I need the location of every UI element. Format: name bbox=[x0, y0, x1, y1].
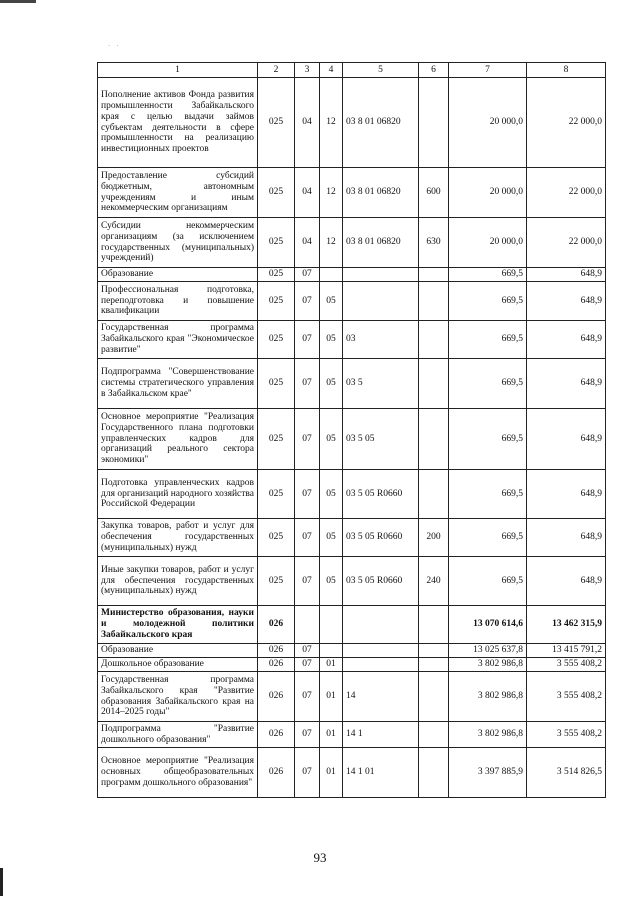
col-header: 6 bbox=[419, 63, 449, 78]
target-article-code bbox=[343, 658, 419, 672]
ministry-code: 025 bbox=[258, 557, 295, 606]
amount-year-2: 648,9 bbox=[527, 282, 606, 321]
row-name: Подпрограмма "Совершенствование системы стратегического управления в Забайкальском крае" bbox=[98, 359, 258, 409]
subsection-code: 12 bbox=[320, 168, 343, 218]
amount-year-2: 22 000,0 bbox=[527, 168, 606, 218]
table-row bbox=[98, 658, 606, 672]
amount-year-1: 20 000,0 bbox=[449, 168, 527, 218]
amount-year-2: 3 555 408,2 bbox=[527, 672, 606, 722]
amount-year-2: 648,9 bbox=[527, 557, 606, 606]
expense-type-code bbox=[419, 644, 449, 658]
amount-year-1: 669,5 bbox=[449, 321, 527, 359]
expense-type-code bbox=[419, 321, 449, 359]
section-code: 07 bbox=[295, 658, 320, 672]
section-code: 07 bbox=[295, 282, 320, 321]
ministry-code: 025 bbox=[258, 359, 295, 409]
subsection-code: 12 bbox=[320, 218, 343, 268]
expense-type-code bbox=[419, 282, 449, 321]
row-name: Предоставление субсидий бюджетным, автономным учреждениям и иным некоммерческим организациям bbox=[98, 168, 258, 218]
table-row bbox=[98, 409, 606, 470]
table-row bbox=[98, 748, 606, 798]
section-code: 07 bbox=[295, 268, 320, 282]
subsection-code: 05 bbox=[320, 557, 343, 606]
section-code: 07 bbox=[295, 672, 320, 722]
ministry-code: 025 bbox=[258, 282, 295, 321]
expense-type-code bbox=[419, 268, 449, 282]
amount-year-1: 669,5 bbox=[449, 359, 527, 409]
target-article-code: 14 1 bbox=[343, 722, 419, 748]
ministry-code: 025 bbox=[258, 168, 295, 218]
ministry-code: 026 bbox=[258, 644, 295, 658]
amount-year-2: 648,9 bbox=[527, 519, 606, 557]
table-row bbox=[98, 359, 606, 409]
scan-edge-mark bbox=[0, 0, 36, 3]
subsection-code bbox=[320, 606, 343, 644]
scan-edge-mark-left bbox=[0, 868, 3, 896]
expense-type-code: 600 bbox=[419, 168, 449, 218]
amount-year-1: 20 000,0 bbox=[449, 218, 527, 268]
expense-type-code bbox=[419, 470, 449, 519]
row-name: Иные закупки товаров, работ и услуг для обеспечения государственных (муниципальных) нужд bbox=[98, 557, 258, 606]
subsection-code bbox=[320, 644, 343, 658]
subsection-code: 01 bbox=[320, 722, 343, 748]
subsection-code: 01 bbox=[320, 658, 343, 672]
table-row bbox=[98, 168, 606, 218]
ministry-code: 026 bbox=[258, 672, 295, 722]
col-header: 7 bbox=[449, 63, 527, 78]
col-header: 5 bbox=[343, 63, 419, 78]
subsection-code: 05 bbox=[320, 409, 343, 470]
expense-type-code bbox=[419, 409, 449, 470]
row-name: Государственная программа Забайкальского края "Развитие образования Забайкальского края на 2014–2025 годы" bbox=[98, 672, 258, 722]
amount-year-2: 22 000,0 bbox=[527, 218, 606, 268]
amount-year-1: 3 397 885,9 bbox=[449, 748, 527, 798]
section-code: 07 bbox=[295, 557, 320, 606]
target-article-code: 03 8 01 06820 bbox=[343, 168, 419, 218]
row-name: Субсидии некоммерческим организациям (за исключением государственных (муниципальных) учреждений) bbox=[98, 218, 258, 268]
target-article-code: 03 5 bbox=[343, 359, 419, 409]
section-code: 04 bbox=[295, 218, 320, 268]
amount-year-2: 648,9 bbox=[527, 268, 606, 282]
amount-year-2: 3 555 408,2 bbox=[527, 658, 606, 672]
target-article-code bbox=[343, 606, 419, 644]
target-article-code: 03 8 01 06820 bbox=[343, 218, 419, 268]
section-code: 07 bbox=[295, 409, 320, 470]
amount-year-2: 3 514 826,5 bbox=[527, 748, 606, 798]
expense-type-code bbox=[419, 359, 449, 409]
amount-year-2: 22 000,0 bbox=[527, 78, 606, 168]
target-article-code: 14 1 01 bbox=[343, 748, 419, 798]
section-code: 07 bbox=[295, 748, 320, 798]
expense-type-code bbox=[419, 658, 449, 672]
amount-year-1: 20 000,0 bbox=[449, 78, 527, 168]
target-article-code: 03 8 01 06820 bbox=[343, 78, 419, 168]
ministry-code: 026 bbox=[258, 606, 295, 644]
row-name: Основное мероприятие "Реализация Государственного плана подготовки управленческих кадров для организаций реального сектора экономики" bbox=[98, 409, 258, 470]
amount-year-2: 648,9 bbox=[527, 359, 606, 409]
scan-specks: · · bbox=[108, 42, 121, 50]
expense-type-code bbox=[419, 748, 449, 798]
subsection-code: 05 bbox=[320, 470, 343, 519]
ministry-code: 026 bbox=[258, 658, 295, 672]
target-article-code: 03 5 05 R0660 bbox=[343, 470, 419, 519]
expense-type-code bbox=[419, 722, 449, 748]
section-code: 07 bbox=[295, 470, 320, 519]
ministry-code: 026 bbox=[258, 748, 295, 798]
col-header: 4 bbox=[320, 63, 343, 78]
ministry-code: 025 bbox=[258, 268, 295, 282]
target-article-code: 03 5 05 R0660 bbox=[343, 557, 419, 606]
amount-year-2: 648,9 bbox=[527, 470, 606, 519]
section-code: 07 bbox=[295, 644, 320, 658]
amount-year-1: 669,5 bbox=[449, 409, 527, 470]
ministry-code: 025 bbox=[258, 470, 295, 519]
table-row bbox=[98, 78, 606, 168]
page-number: 93 bbox=[313, 850, 327, 865]
amount-year-2: 648,9 bbox=[527, 409, 606, 470]
amount-year-2: 13 462 315,9 bbox=[527, 606, 606, 644]
col-header: 8 bbox=[527, 63, 606, 78]
subsection-code: 12 bbox=[320, 78, 343, 168]
section-code: 07 bbox=[295, 321, 320, 359]
ministry-code: 026 bbox=[258, 722, 295, 748]
subsection-code: 05 bbox=[320, 282, 343, 321]
expense-type-code bbox=[419, 78, 449, 168]
section-code: 04 bbox=[295, 168, 320, 218]
target-article-code: 03 5 05 R0660 bbox=[343, 519, 419, 557]
expense-type-code: 630 bbox=[419, 218, 449, 268]
ministry-code: 025 bbox=[258, 218, 295, 268]
table-row bbox=[98, 722, 606, 748]
target-article-code: 03 5 05 bbox=[343, 409, 419, 470]
amount-year-1: 3 802 986,8 bbox=[449, 722, 527, 748]
table-row bbox=[98, 557, 606, 606]
target-article-code bbox=[343, 268, 419, 282]
table-row bbox=[98, 644, 606, 658]
subsection-code: 05 bbox=[320, 519, 343, 557]
row-name: Подпрограмма "Развитие дошкольного образования" bbox=[98, 722, 258, 748]
amount-year-2: 648,9 bbox=[527, 321, 606, 359]
table-row bbox=[98, 606, 606, 644]
table-body bbox=[98, 78, 606, 798]
expense-type-code: 240 bbox=[419, 557, 449, 606]
subsection-code: 05 bbox=[320, 321, 343, 359]
subsection-code: 01 bbox=[320, 672, 343, 722]
section-code bbox=[295, 606, 320, 644]
table-row bbox=[98, 218, 606, 268]
amount-year-1: 3 802 986,8 bbox=[449, 672, 527, 722]
target-article-code: 14 bbox=[343, 672, 419, 722]
amount-year-1: 669,5 bbox=[449, 268, 527, 282]
amount-year-1: 669,5 bbox=[449, 282, 527, 321]
ministry-code: 025 bbox=[258, 409, 295, 470]
row-name: Дошкольное образование bbox=[98, 658, 258, 672]
amount-year-1: 669,5 bbox=[449, 519, 527, 557]
subsection-code: 05 bbox=[320, 359, 343, 409]
row-name: Закупка товаров, работ и услуг для обеспечения государственных (муниципальных) нужд bbox=[98, 519, 258, 557]
amount-year-1: 13 025 637,8 bbox=[449, 644, 527, 658]
target-article-code bbox=[343, 644, 419, 658]
amount-year-1: 669,5 bbox=[449, 557, 527, 606]
row-name: Образование bbox=[98, 268, 258, 282]
row-name: Министерство образования, науки и молодежной политики Забайкальского края bbox=[98, 606, 258, 644]
amount-year-1: 3 802 986,8 bbox=[449, 658, 527, 672]
table-row bbox=[98, 470, 606, 519]
table-row bbox=[98, 268, 606, 282]
row-name: Подготовка управленческих кадров для организаций народного хозяйства Российской Федерации bbox=[98, 470, 258, 519]
row-name: Основное мероприятие "Реализация основных общеобразовательных программ дошкольного образования" bbox=[98, 748, 258, 798]
table-row bbox=[98, 519, 606, 557]
row-name: Государственная программа Забайкальского края "Экономическое развитие" bbox=[98, 321, 258, 359]
amount-year-2: 13 415 791,2 bbox=[527, 644, 606, 658]
header-row bbox=[98, 63, 606, 78]
row-name: Образование bbox=[98, 644, 258, 658]
ministry-code: 025 bbox=[258, 321, 295, 359]
expense-type-code bbox=[419, 672, 449, 722]
ministry-code: 025 bbox=[258, 519, 295, 557]
table-row bbox=[98, 672, 606, 722]
section-code: 04 bbox=[295, 78, 320, 168]
expense-type-code: 200 bbox=[419, 519, 449, 557]
row-name: Пополнение активов Фонда развития промышленности Забайкальского края с целью выдачи займов субъектам деятельности в сфере промышленности на реализацию инвестиционных проектов bbox=[98, 78, 258, 168]
table-row bbox=[98, 321, 606, 359]
row-name: Профессиональная подготовка, переподготовка и повышение квалификации bbox=[98, 282, 258, 321]
col-header: 3 bbox=[295, 63, 320, 78]
budget-table bbox=[97, 62, 606, 798]
col-header: 2 bbox=[258, 63, 295, 78]
table-row bbox=[98, 282, 606, 321]
subsection-code bbox=[320, 268, 343, 282]
amount-year-2: 3 555 408,2 bbox=[527, 722, 606, 748]
amount-year-1: 669,5 bbox=[449, 470, 527, 519]
amount-year-1: 13 070 614,6 bbox=[449, 606, 527, 644]
section-code: 07 bbox=[295, 722, 320, 748]
expense-type-code bbox=[419, 606, 449, 644]
section-code: 07 bbox=[295, 519, 320, 557]
section-code: 07 bbox=[295, 359, 320, 409]
target-article-code bbox=[343, 282, 419, 321]
target-article-code: 03 bbox=[343, 321, 419, 359]
subsection-code: 01 bbox=[320, 748, 343, 798]
ministry-code: 025 bbox=[258, 78, 295, 168]
col-header: 1 bbox=[98, 63, 258, 78]
